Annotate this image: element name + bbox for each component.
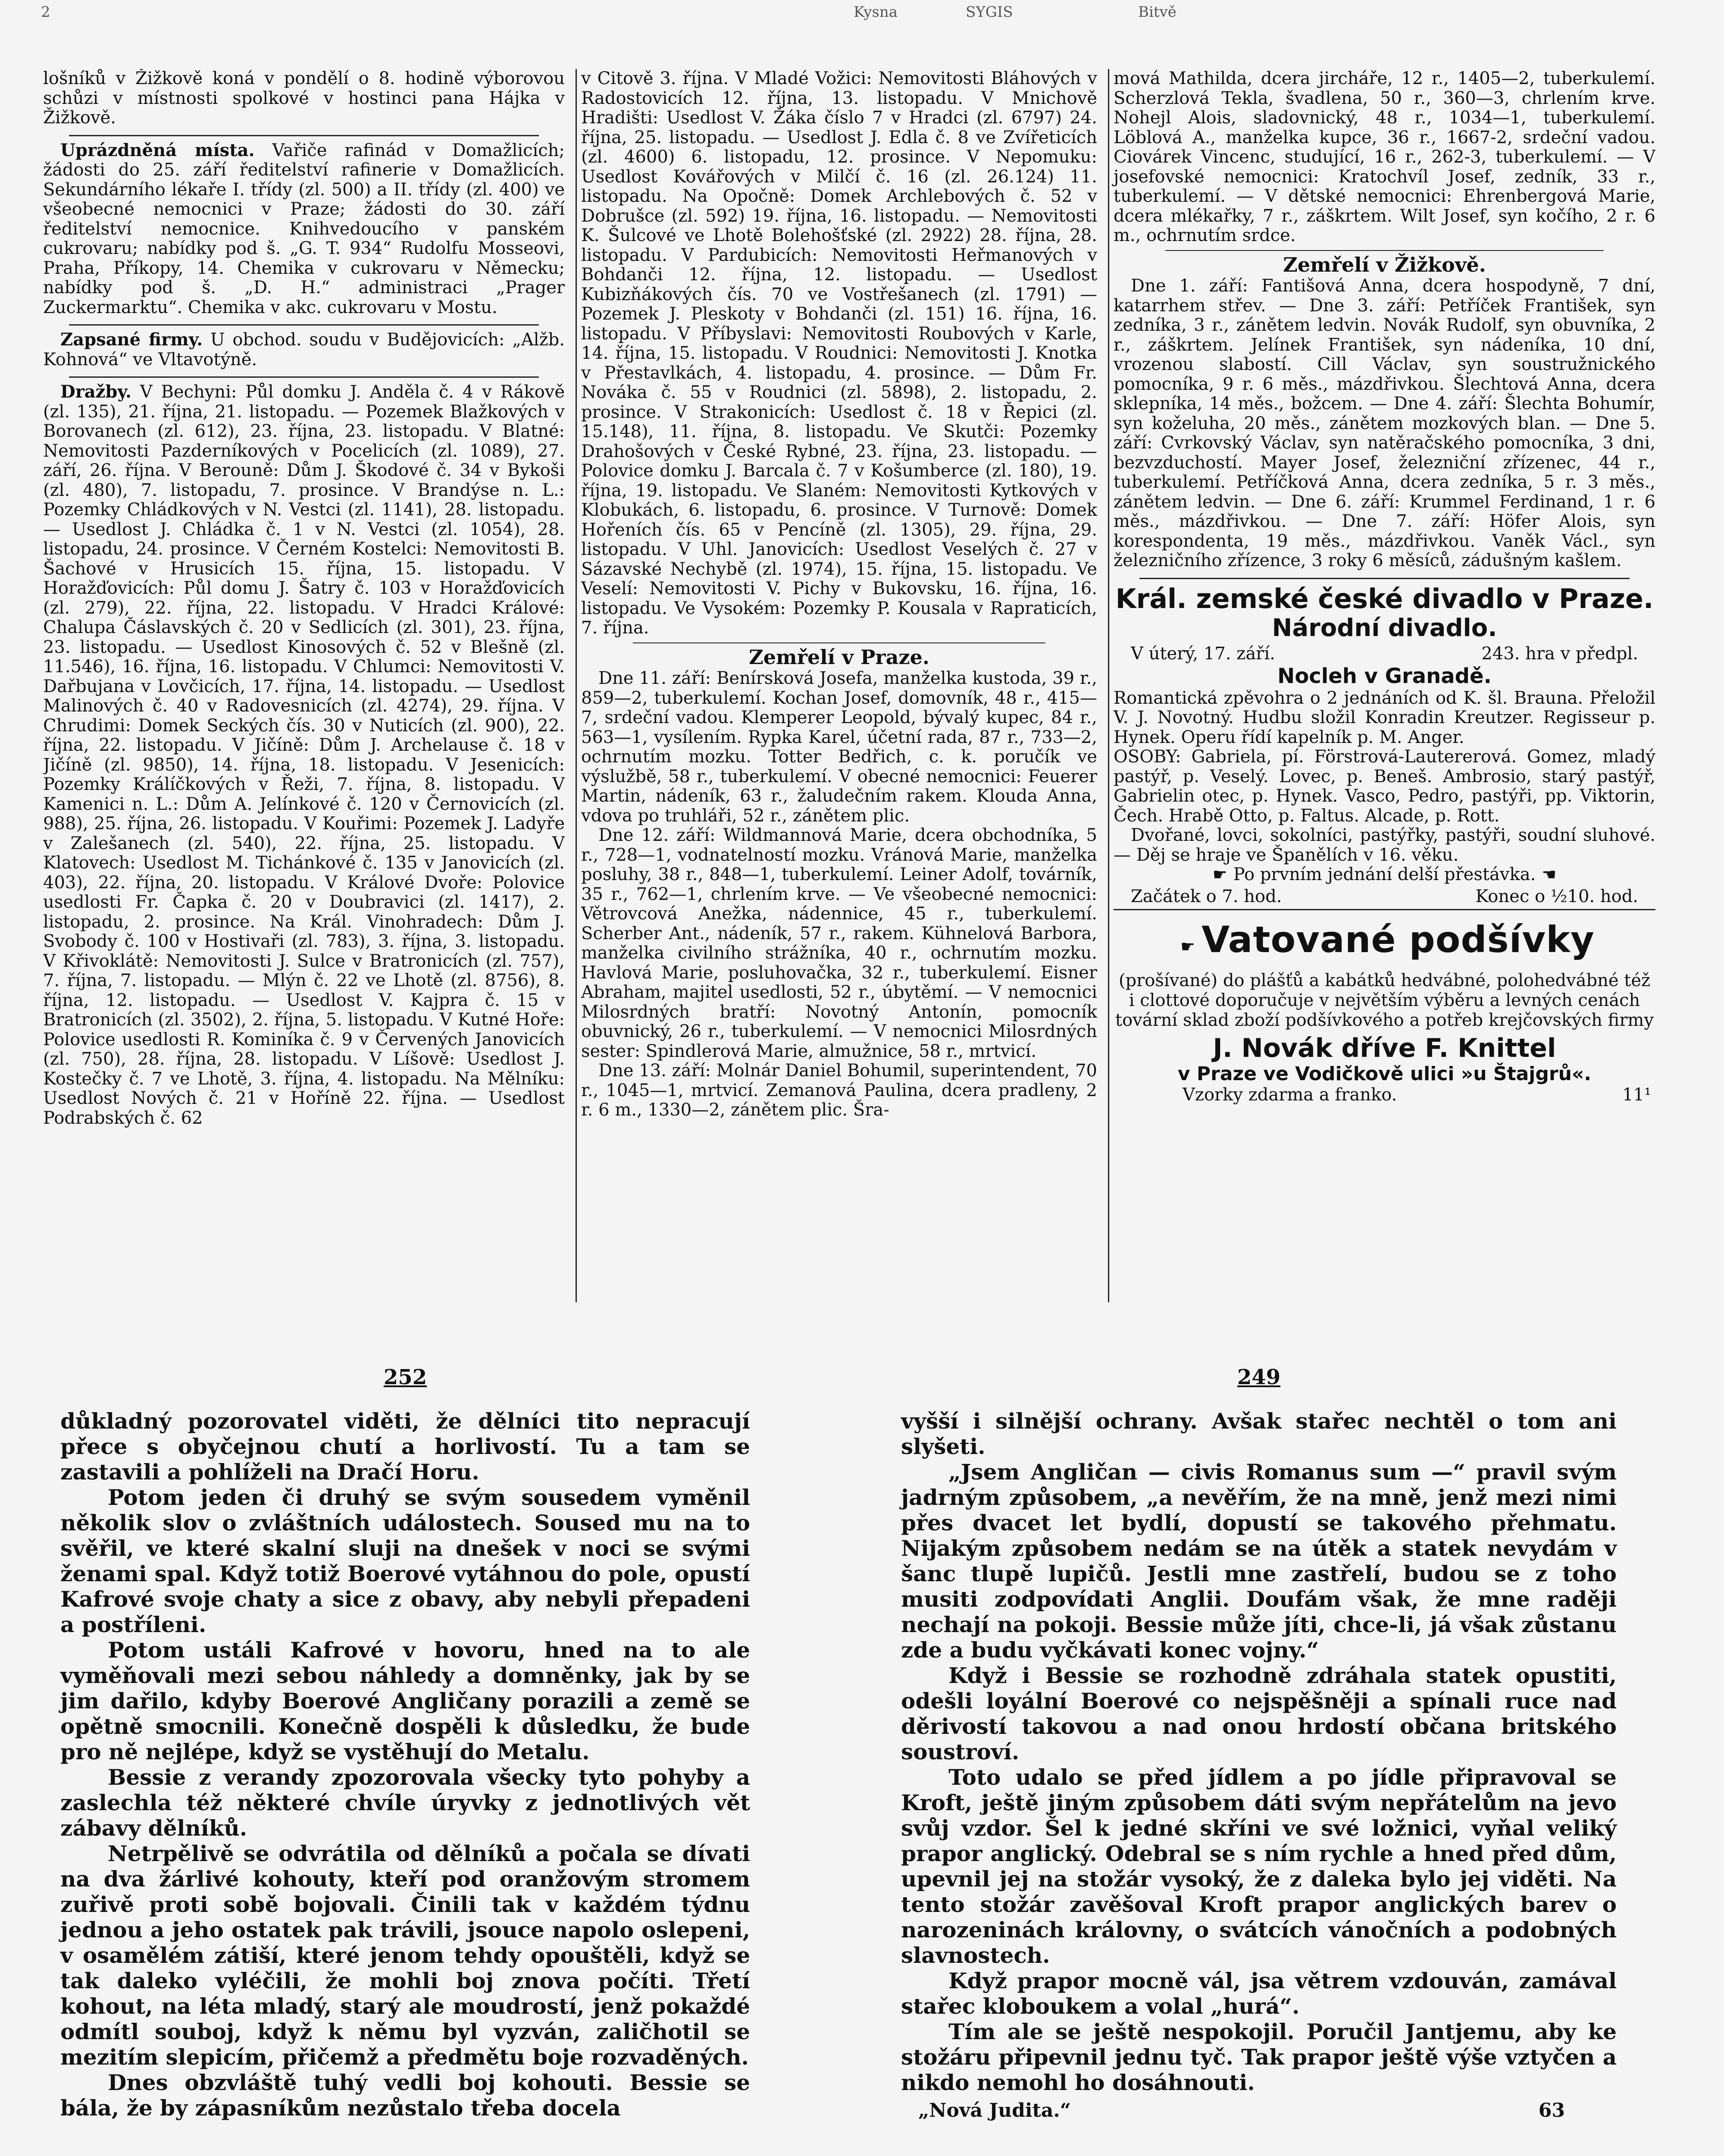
vacancies-paragraph [43, 141, 565, 318]
section-heading: Dražby. [60, 382, 131, 402]
newspaper-column-1 [43, 69, 565, 1302]
advert-code: 11¹ [1622, 1084, 1651, 1105]
section-body: Vařiče rafinád v Domažlicích; žádosti do 25. září ředitelství rafinerie v Domažlicích. Sekundárního lékaře I. třídy (zl. 500) a II. třídy (zl. 400) ve všeobecné nemocnici v Praze; žádosti do 30. září ředitelství nemocnice. Knihvedoucího v panském cukrovaru; nabídky pod š. „G. T. 934“ Rudolfu Mosseovi, Praha, Příkopy, 14. Chemika v cukrovaru v Německu; nabídky pod š. „D. H.“ administraci „Prager Zuckermarktu“. Chemika v akc. cukrovaru v Mostu. [43, 140, 565, 317]
divider [1114, 909, 1655, 910]
advert-footer [1114, 1085, 1655, 1105]
divider [633, 642, 1045, 643]
play-cast: OSOBY: Gabriela, pí. Förstrová-Lautererová. Gomez, mladý pastýř, p. Veselý. Lovec, p. Beneš. Ambrosio, starý pastýř, Gabrielin otec, p. Hynek. Vasco, Pedro, pastýři, pp. Viktorin, Čech. Hrabě Otto, p. Faltus. Alcade, p. Rott. [1114, 747, 1655, 826]
theater-title: Král. zemské české divadlo v Praze. [1115, 583, 1654, 614]
top-mark: Kysna [854, 3, 898, 21]
advert-address: v Praze ve Vodičkově ulici »u Štajgrů«. [1177, 1062, 1592, 1085]
divider [69, 324, 539, 326]
section-title: Zemřelí v Praze. [749, 645, 929, 669]
top-mark: Bitvě [1138, 3, 1176, 21]
theater-number: 243. hra v předpl. [1481, 643, 1638, 664]
notice-paragraph: lošníků v Žižkově koná v pondělí o 8. hodině výborovou schůzi v místnosti spolkové v hostinci pana Hájka v Žižkově. [43, 69, 565, 128]
divider [1165, 250, 1604, 251]
book-paragraph: důkladný pozorovatel viděti, že dělníci tito nepracují přece s obyčejnou chutí a horlivostí. Tu a tam se zastavili a pohlíželi na Dračí Horu. [60, 1408, 750, 1485]
deaths-paragraph: Dne 11. září: Benírsková Josefa, manželka kustoda, 39 r., 859—2, tuberkulemí. Kochan Josef, domovník, 48 r., 415—7, srdeční vadou. Klemperer Leopold, bývalý kupec, 84 r., 563—1, vysílením. Rypka Karel, účetní rada, 87 r., 733—2, ochrnutím mozku. Totter Bedřich, c. k. poručík ve výslužbě, 58 r., tuberkulemí. V obecné nemocnici: Feuerer Martin, nádeník, 63 r., žaludečním rakem. Klouda Anna, vdova po truhláři, 52 r., zánětem plic. [581, 668, 1097, 826]
section-heading: Uprázdněná místa. [60, 140, 255, 160]
section-title: Zemřelí v Žižkově. [1283, 253, 1486, 276]
theater-day: V úterý, 17. září. [1131, 643, 1275, 664]
divider [1139, 578, 1630, 579]
deaths-paragraph: Dne 12. září: Wildmannová Marie, dcera obchodníka, 5 r., 728—1, vodnatelností mozku. Vránová Marie, manželka posluhy, 38 r., 848—1, tuberkulemí. Leiner Adolf, továrník, 35 r., 762—1, chrlením krve. — Ve všeobecné nemocnici: Větrovcová Anežka, nádennice, 45 r., tuberkulemí. Scherber Ant., nádeník, 57 r., rakem. Kühnelová Barbora, manželka civilního strážníka, 40 r., ochrnutím mozku. Havlová Marie, posluhovačka, 32 r., tuberkulemí. Eisner Abraham, majitel usedlosti, 52 r., úbytěmí. — V nemocnici Milosrdných bratří: Novotný Antonín, pomocník obuvnický, 26 r., tuberkulemí. — V nemocnici Milosrdných sester: Spindlerová Marie, almužnice, 58 r., mrtvicí. [581, 825, 1097, 1061]
play-start: Začátek o 7. hod. [1131, 886, 1282, 906]
book-paragraph: Bessie z verandy zpozorovala všecky tyto pohyby a zaslechla též některé chvíle úryvky z jednotlivých vět zábavy dělníků. [60, 1764, 750, 1841]
advert-title-text: Vatované podšívky [1201, 918, 1595, 961]
page-number: 249 [1237, 1365, 1281, 1389]
divider [69, 376, 539, 378]
book-paragraph: Dnes obzvláště tuhý vedli boj kohouti. Bessie se bála, že by zápasníkům nezůstalo třeba docela [60, 2070, 750, 2121]
book-title: „Nová Judita.“ [918, 2100, 1071, 2122]
book-footer [901, 2095, 1617, 2123]
section-body: V Bechyni: Půl domku J. Anděla č. 4 v Rákově (zl. 135), 21. října, 21. listopadu. — Pozemek Blažkových v Borovanech (zl. 612), 23. října, 23. listopadu. V Blatné: Nemovitosti Pazderníkových v Pocelicích (zl. 1089), 27. září, 26. října. V Berouně: Dům J. Škodové č. 34 v Bykoši (zl. 480), 7. listopadu, 7. prosince. V Brandýse n. L.: Pozemky Chládkových v N. Vestci (zl. 1141), 28. listopadu. — Usedlost J. Chládka č. 1 v N. Vestci (zl. 1054), 28. listopadu, 24. prosince. V Černém Kostelci: Nemovitosti B. Šachové v Hrusicích 15. října, 15. listopadu. V Horažďovicích: Půl domu J. Šatry č. 103 v Horažďovicích (zl. 279), 22. října, 22. listopadu. V Hradci Králové: Chalupa Čáslavských č. 20 v Sedlicích (zl. 301), 23. října, 23. listopadu. — Usedlost Kinosových č. 52 v Blešně (zl. 11.546), 16. října, 16. listopadu. V Chlumci: Nemovitosti V. Dařbujana v Lovčicích, 17. října, 14. listopadu. — Usedlost Malinových č. 40 v Radovesnicích (zl. 4274), 29. října. V Chrudimi: Domek Seckých čís. 30 v Nuticích (zl. 900), 22. října, 22. listopadu. V Jičíně: Dům J. Archelause č. 18 v Jičíně (zl. 9850), 14. října, 18. listopadu. V Jesenicích: Pozemky Králíčkových v Řeži, 7. října, 8. listopadu. V Kamenici n. L.: Dům A. Jelínkové č. 120 v Černovicích (zl. 988), 25. října, 26. listopadu. V Kouřimi: Pozemek J. Ladyře v Zalešanech (zl. 540), 22. října, 25. listopadu. V Klatovech: Usedlost M. Tichánkové č. 135 v Janovicích (zl. 403), 22. října, 20. listopadu. V Králové Dvoře: Polovice usedlosti Fr. Čapka č. 20 v Doubravici (zl. 1417), 2. listopadu, 2. prosince. Na Král. Vinohradech: Dům J. Svobody č. 100 v Hostivaři (zl. 783), 3. října, 3. listopadu. V Křivoklátě: Nemovitosti J. Sulce v Bratronicích (zl. 757), 7. října, 7. listopadu. — Mlýn č. 22 ve Lhotě (zl. 8756), 8. října, 12. listopadu. — Usedlost V. Kajpra č. 15 v Bratronicích (zl. 3502), 2. října, 5. listopadu. V Kutné Hoře: Polovice usedlosti R. Kominíka č. 9 v Červených Janovicích (zl. 750), 28. října, 28. listopadu. V Líšově: Usedlost J. Kostečky č. 7 ve Lhotě, 3. října, 4. listopadu. Na Mělníku: Usedlost Nových č. 21 v Hoříně 22. října. — Usedlost Podrabských č. 62 [43, 382, 565, 1128]
pointing-hand-icon: ☚ [1542, 865, 1557, 884]
book-paragraph: Potom jeden či druhý se svým sousedem vyměnil několik slov o zvláštních událostech. Soused mu na to svěřil, ve které skalní sluji na dnešek v noci se svými ženami spal. Když totiž Boerové vytáhnou do pole, opustí Kafrové svoje chaty a sice z obavy, aby nebyli přepadeni a postříleni. [60, 1485, 750, 1637]
book-page-right [901, 1365, 1617, 2123]
top-mark: 2 [41, 3, 50, 21]
page-number: 252 [383, 1365, 427, 1389]
advert-firm: J. Novák dříve F. Knittel [1213, 1033, 1556, 1063]
book-paragraph: Když prapor mocně vál, jsa větrem vzdouván, zamával stařec kloboukem a volal „hurá“. [901, 1968, 1617, 2019]
newspaper-clipping [43, 69, 1655, 1302]
book-page-left [60, 1365, 750, 2121]
divider [69, 135, 539, 136]
advert-headline [1114, 919, 1655, 967]
play-end: Konec o ½10. hod. [1475, 886, 1638, 906]
deaths-paragraph: Dne 1. září: Fantišová Anna, dcera hospodyně, 7 dní, katarrhem střev. — Dne 3. září: Petříček František, syn zedníka, 3 r., zánětem ledvin. Novák Rudolf, syn obuvníka, 2 r., záškrtem. Jelínek František, syn nádeníka, 10 dní, vrozenou slabostí. Cill Václav, syn soustružnického pomocníka, 9 r. 6 měs., mázdřivkou. Šlechtová Anna, dcera sklepníka, 14 měs., božcem. — Dne 4. září: Šlechta Bohumír, syn koželuha, 20 měs., zánětem mozkových blan. — Dne 5. září: Cvrkovský Václav, syn natěračského pomocníka, 3 dni, bezvzduchostí. Mayer Josef, železniční zřízenec, 44 r., tuberkulemí. Petříčková Anna, dcera zedníka, 5 r. 3 měs., zánětem ledvin. — Dne 6. září: Krummel Ferdinand, 1 r. 6 měs., mázdřivkou. — Dne 7. září: Höfer Alois, syn korespondenta, 19 měs., mázdřivkou. Vaněk Václ., syn železničního zřízence, 3 roky 6 měsíců, zádušným kašlem. [1114, 276, 1655, 570]
section-heading: Zapsané firmy. [60, 329, 203, 350]
book-paragraph: Toto udalo se před jídlem a po jídle připravoval se Kroft, ještě jiným způsobem dáti svým nepřátelům na jevo svůj vzdor. Šel k jedné skříni ve své ložnici, vyňal veliký prapor anglický. Odebral se s ním rychle a hned před dům, upevnil jej na stožár vysoký, že z daleka bylo jej viděti. Na tento stožár zavěšoval Kroft prapor anglických barev o narozeninách královny, o svátcích vánočních a podobných slavnostech. [901, 1764, 1617, 1968]
section-body: U obchod. soudu v Budějovicích: „Alžb. Kohnová“ ve Vltavotýně. [43, 330, 565, 370]
advert-samples: Vzorky zdarma a franko. [1183, 1084, 1397, 1105]
play-title: Nocleh v Granadě. [1277, 664, 1492, 688]
book-paragraph: Netrpělivě se odvrátila od dělníků a počala se dívati na dva žárlivé kohouty, kteří pod oranžovým stromem zuřivě proti sobě bojovali. Činili tak v každém týdnu jednou a jeho ostatek pak trávili, jsouce napolo oslepeni, v osamělém zátiší, které jenom tehdy opouštěli, když se tak daleko vyléčili, že mohli boj znova počíti. Třetí kohout, na léta mladý, starý ale moudrostí, jenž pokaždé odmítl souboj, když k němu byl vyzván, zaličhotil se mezitím slepicím, přičemž a předmětu boje rozvaděných. [60, 1841, 750, 2070]
book-paragraph: Tím ale se ještě nespokojil. Poručil Jantjemu, aby ke stožáru připevnil jednu tyč. Tak prapor ještě výše vztyčen a nikdo nemohl ho dosáhnouti. [901, 2019, 1617, 2095]
page-top-edge [0, 0, 1724, 21]
signature-number: 63 [1538, 2100, 1565, 2122]
book-paragraph: „Jsem Angličan — civis Romanus sum —“ pravil svým jadrným způsobem, „a nevěřím, že na mně, jenž mezi nimi přes dvacet let bydlí, dopustí se takového přehmatu. Nijakým způsobem nedám se na útěk a statek nevydám v šanc tlupě lupičů. Jestli mne zastřelí, budou se z toho musiti zodpovídati Anglii. Doufám však, že mne raději nechají na pokoji. Bessie může jíti, chce-li, já však zůstanu zde a budu vyčkávati konec vojny.“ [901, 1459, 1617, 1663]
book-paragraph: Když i Bessie se rozhodně zdráhala statek opustiti, odešli loyální Boerové co nejspěšněji a spínali ruce nad děrivostí takovou a nad onou hrdostí občana britského soustroví. [901, 1663, 1617, 1764]
auctions-continued: v Citově 3. října. V Mladé Vožici: Nemovitosti Bláhových v Radostovicích 12. října, 13. listopadu. V Mnichově Hradišti: Usedlost V. Žáka číslo 7 v Hradci (zl. 6797) 24. října, 25. listopadu. — Usedlost J. Edla č. 8 ve Zvířeticích (zl. 4600) 6. listopadu, 12. prosince. V Nepomuku: Usedlost Kovářových v Milčí č. 16 (zl. 26.124) 11. listopadu. Na Opočně: Domek Archlebových č. 52 v Dobrušce (zl. 592) 19. října, 16. listopadu. — Nemovitosti K. Šulcové ve Lhotě Bolehošťské (zl. 2922) 28. října, 28. listopadu. V Pardubicích: Nemovitosti Heřmanových v Bohdanči 12. října, 12. listopadu. — Usedlost Kubizňákových čís. 70 ve Vostřešanech (zl. 1791) — Pozemek J. Pleskoty v Bohdanči (zl. 151) 16. října, 16. listopadu. V Příbyslavi: Nemovitosti Roubových v Karle, 14. října, 15. listopadu. V Roudnici: Nemovitosti J. Knotka v Přestavlkách, 4. listopadu, 4. prosince. — Dům Fr. Nováka č. 55 v Roudnici (zl. 5898), 2. listopadu, 2. prosince. V Strakonicích: Usedlost č. 18 v Řepici (zl. 15.148), 11. října, 8. listopadu. Ve Skutči: Pozemky Drahošových v České Rybné, 23. října, 23. listopadu. — Polovice domku J. Barcala č. 7 v Košumberce (zl. 180), 19. října, 19. listopadu. Ve Slaném: Nemovitosti Kytkových v Klobukách, 6. listopadu, 6. prosince. V Turnově: Domek Hořeních čís. 65 v Pencíně (zl. 1305), 29. října, 29. listopadu. V Uhl. Janovicích: Usedlost Veselých č. 27 v Sázavské Nechybě (zl. 1974), 15. října, 15. listopadu. Ve Veselí: Nemovitosti V. Pichy v Bukovsku, 16. října, 16. listopadu. Ve Vysokém: Pozemky P. Kousala v Rapraticích, 7. října. [581, 69, 1097, 638]
pointing-hand-icon: ☛ [1212, 865, 1227, 884]
deaths-paragraph: Dne 13. září: Molnár Daniel Bohumil, superintendent, 70 r., 1045—1, mrtvicí. Zemanová Paulina, dcera pradleny, 2 r. 6 m., 1330—2, zánětem plic. Šra- [581, 1061, 1097, 1120]
book-paragraph: Potom ustáli Kafrové v hovoru, hned na to ale vyměňovali mezi sebou náhledy a domněnky, jak by se jim dařilo, kdyby Boerové Angličany porazili a země se opětně smocnili. Konečně dospěli k důsledku, že bude pro ně nejlépe, když se vystěhují do Metalu. [60, 1637, 750, 1764]
auctions-paragraph [43, 382, 565, 1128]
top-mark: SYGIS [966, 3, 1013, 21]
theater-subtitle: Národní divadlo. [1272, 614, 1497, 642]
book-paragraph: vyšší i silnější ochrany. Avšak stařec nechtěl o tom ani slyšeti. [901, 1408, 1617, 1459]
play-extras: Dvořané, lovci, sokolníci, pastýřky, pastýři, soudní sluhové. — Děj se hraje ve Španělích v 16. věku. [1114, 825, 1655, 865]
pointing-hand-icon: ☛ [1180, 937, 1196, 956]
newspaper-column-3 [1108, 69, 1655, 1302]
theater-date-row [1114, 642, 1655, 664]
play-description: Romantická zpěvohra o 2 jednáních od K. šl. Brauna. Přeložil V. J. Novotný. Hudbu složil Konradin Kreutzer. Regisseur p. Hynek. Operu řídí kapelník p. M. Anger. [1114, 688, 1655, 747]
pause-line [1114, 865, 1655, 885]
play-times-row [1114, 885, 1655, 906]
advert-body: (prošívané) do plášťů a kabátků hedvábné, polohedvábné též i clottové doporučuje v největším výběru a levných cenách tovární sklad zboží podšívkového a potřeb krejčovských firmy [1115, 970, 1654, 1030]
newspaper-column-2 [576, 69, 1097, 1302]
deaths-continued: mová Mathilda, dcera jircháře, 12 r., 1405—2, tuberkulemí. Scherzlová Tekla, švadlena, 50 r., 360—3, chrlením krve. Nohejl Alois, sladovnický, 48 r., 1034—1, tuberkulemí. Löblová A., manželka kupce, 36 r., 1667-2, srdeční vadou. Ciovárek Vincenc, studující, 16 r., 262-3, tuberkulemí. — V josefovské nemocnici: Kratochvíl Josef, zedník, 33 r., tuberkulemí. — V dětské nemocnici: Ehrenbergová Marie, dcera mlékařky, 7 r., záškrtem. Wilt Josef, syn kočího, 2 r. 6 m., ochrnutím srdce. [1114, 69, 1655, 245]
play-pause: Po prvním jednání delší přestávka. [1233, 865, 1536, 884]
firms-paragraph [43, 330, 565, 370]
